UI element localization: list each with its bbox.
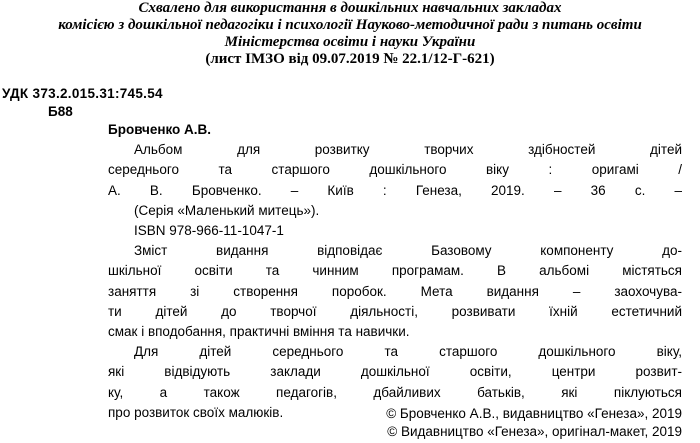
copyright-line-author: © Бровченко А.В., видавництво «Генеза», 2019 — [386, 406, 682, 421]
annotation-line: шкільної освіти та чинним програмам. В альбомі містяться — [108, 263, 682, 279]
annotation-line: заняття зі створення поробок. Мета видання – заохочува- — [108, 283, 682, 299]
bbk-code: Б88 — [48, 104, 73, 119]
approval-line-2: комісією з дошкільної педагогіки і психології Науково-методичної ради з питань освіти — [58, 17, 642, 33]
approval-notice — [0, 0, 700, 68]
bibliographic-record — [108, 120, 682, 423]
annotation-line: ти дітей до творчої діяльності, розвивати їхній естетичний — [108, 303, 682, 319]
udc-code: УДК 373.2.015.31:745.54 — [2, 86, 163, 101]
title-line: (Серія «Маленький митець»). — [134, 202, 320, 218]
approval-line-1: Схвалено для використання в дошкільних навчальних закладах — [138, 0, 562, 16]
approval-line-3: Міністерства освіти і науки України — [224, 34, 476, 50]
audience-line: які відвідують заклади дошкільної освіти, центри розвит- — [108, 364, 682, 380]
audience-line: ку, а також педагогів, дбайливих батьків, які піклуються — [108, 384, 682, 400]
isbn: ISBN 978-966-11-1047-1 — [134, 223, 284, 239]
author-heading: Бровченко А.В. — [108, 122, 212, 137]
title-line: середнього та старшого дошкільного віку : оригамі / — [108, 162, 682, 178]
title-line: А. В. Бровченко. – Київ : Генеза, 2019. – 36 с. – — [108, 182, 682, 198]
annotation-line: смак і вподобання, практичні вміння та навички. — [108, 324, 410, 340]
audience-line: про розвиток своїх малюків. — [108, 404, 284, 420]
copyright-block — [386, 405, 682, 441]
approval-letter-reference: (лист ІМЗО від 09.07.2019 № 22.1/12-Г-621) — [205, 51, 495, 67]
copyright-line-layout: © Видавництво «Генеза», оригінал-макет, 2019 — [387, 424, 682, 439]
annotation-line: Зміст видання відповідає Базовому компоненту до- — [134, 243, 682, 259]
audience-line: Для дітей середнього та старшого дошкільного віку, — [134, 344, 682, 360]
title-line: Альбом для розвитку творчих здібностей дітей — [134, 142, 682, 158]
